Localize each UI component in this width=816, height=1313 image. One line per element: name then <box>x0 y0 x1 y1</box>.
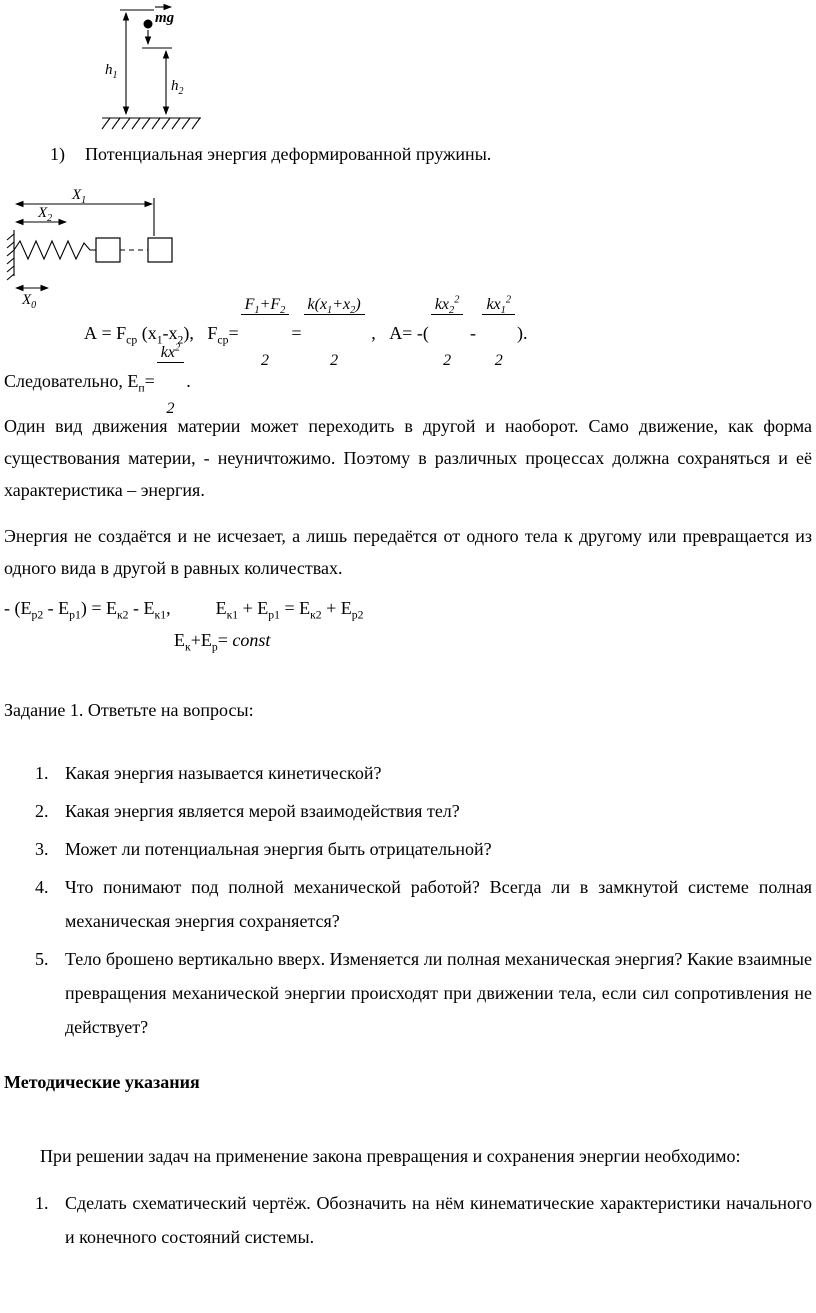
formula-text: , А= -( <box>366 322 429 343</box>
spring-diagram <box>4 186 214 308</box>
step-number: 1. <box>35 1193 49 1213</box>
question-item <box>4 870 812 938</box>
fraction-kx-squared: $\frac{kx^2}{2}$ <box>157 307 184 455</box>
fraction-f1-plus-f2: $\frac{F_1+F_2}{2}$ <box>241 259 290 407</box>
wall-hatching <box>7 234 14 280</box>
question-text: Тело брошено вертикально вверх. Изменяется ли полная механическая энергия? Какие взаимные превращения механической энергии происходят при движении тела, если сил сопротивления не действует? <box>65 949 812 1037</box>
question-item <box>4 942 812 1044</box>
fraction-kx1-squared: $\frac{kx_1^2}{2}$ <box>482 259 515 407</box>
formula-text: ). <box>517 322 528 343</box>
question-number: 4. <box>35 877 49 897</box>
x2-label: $X_2$ <box>38 205 53 224</box>
questions-list <box>4 756 812 1044</box>
method-heading: Методические указания <box>4 1072 200 1092</box>
x1-label: $X_1$ <box>72 187 87 206</box>
drop-figure-area <box>4 0 812 138</box>
question-number: 2. <box>35 801 49 821</box>
section-number: 1) <box>50 144 65 164</box>
x0-label: $X_0$ <box>22 292 37 308</box>
question-text: Что понимают под полной механической работой? Всегда ли в замкнутой системе полная механическая энергия сохраняется? <box>65 877 812 931</box>
question-item <box>4 794 812 828</box>
step-item <box>4 1186 812 1254</box>
formula-text: $А = F_{ср}$ $(x_1-x_2)$, $F_{ср}=$ <box>84 322 239 347</box>
potential-energy-formula <box>4 342 812 417</box>
section-title: Потенциальная энергия деформированной пружины. <box>85 144 492 164</box>
task-heading: Задание 1. Ответьте на вопросы: <box>4 700 254 720</box>
method-intro-paragraph: При решении задач на применение закона превращения и сохранения энергии необходимо: <box>40 1146 741 1166</box>
work-formula <box>84 294 812 369</box>
mg-label: mg <box>155 10 175 26</box>
question-text: Какая энергия является мерой взаимодействия тел? <box>65 801 460 821</box>
h2-label: $h_2$ <box>171 78 184 97</box>
const-equation: $Е_к+Е_р=$ const <box>174 630 271 654</box>
spring-coil <box>14 241 96 259</box>
block-position-2 <box>148 238 172 262</box>
step-text: Сделать схематический чертёж. Обозначить на нём кинематические характеристики начального и конечного состояний системы. <box>65 1193 812 1247</box>
section-heading <box>4 138 812 170</box>
formula-text: . <box>186 370 191 391</box>
h1-label: $h_1$ <box>105 62 118 81</box>
method-steps-list <box>4 1186 812 1254</box>
question-text: Какая энергия называется кинетической? <box>65 763 382 783</box>
question-text: Может ли потенциальная энергия быть отрицательной? <box>65 839 492 859</box>
minus-sign: - <box>465 322 481 343</box>
ground-hatching <box>102 118 200 129</box>
equals-sign: = <box>291 322 302 343</box>
question-number: 3. <box>35 839 49 859</box>
question-item <box>4 832 812 866</box>
falling-body <box>144 20 153 29</box>
paragraph-energy-conservation: Энергия не создаётся и не исчезает, а лишь передаётся от одного тела к другому или превращается из одного вида в другой в равных количествах. <box>4 526 812 578</box>
block-position-1 <box>96 238 120 262</box>
fraction-kx2-squared: $\frac{kx_2^2}{2}$ <box>431 259 464 407</box>
drop-diagram <box>98 0 208 138</box>
paragraph-energy-transform: Один вид движения материи может переходить в другой и наоборот. Само движение, как форма существования материи, - неуничтожимо. Поэтому в различных процессах должна сохраняться и её характеристика – энергия. <box>4 416 812 500</box>
question-number: 1. <box>35 763 49 783</box>
question-item <box>4 756 812 790</box>
fraction-k-x1-plus-x2: $\frac{k(x_1+x_2)}{2}$ <box>304 259 365 407</box>
question-number: 5. <box>35 949 49 969</box>
formula-text: Следовательно, $Е_п=$ <box>4 370 155 395</box>
energy-equations: - $(Е_{р2} - Е_{р1}) = Е_{к2} - Е_{к1}$, $Е_{к1} + Е_{р1} = Е_{к2} + Е_{р2}$ <box>4 598 364 622</box>
